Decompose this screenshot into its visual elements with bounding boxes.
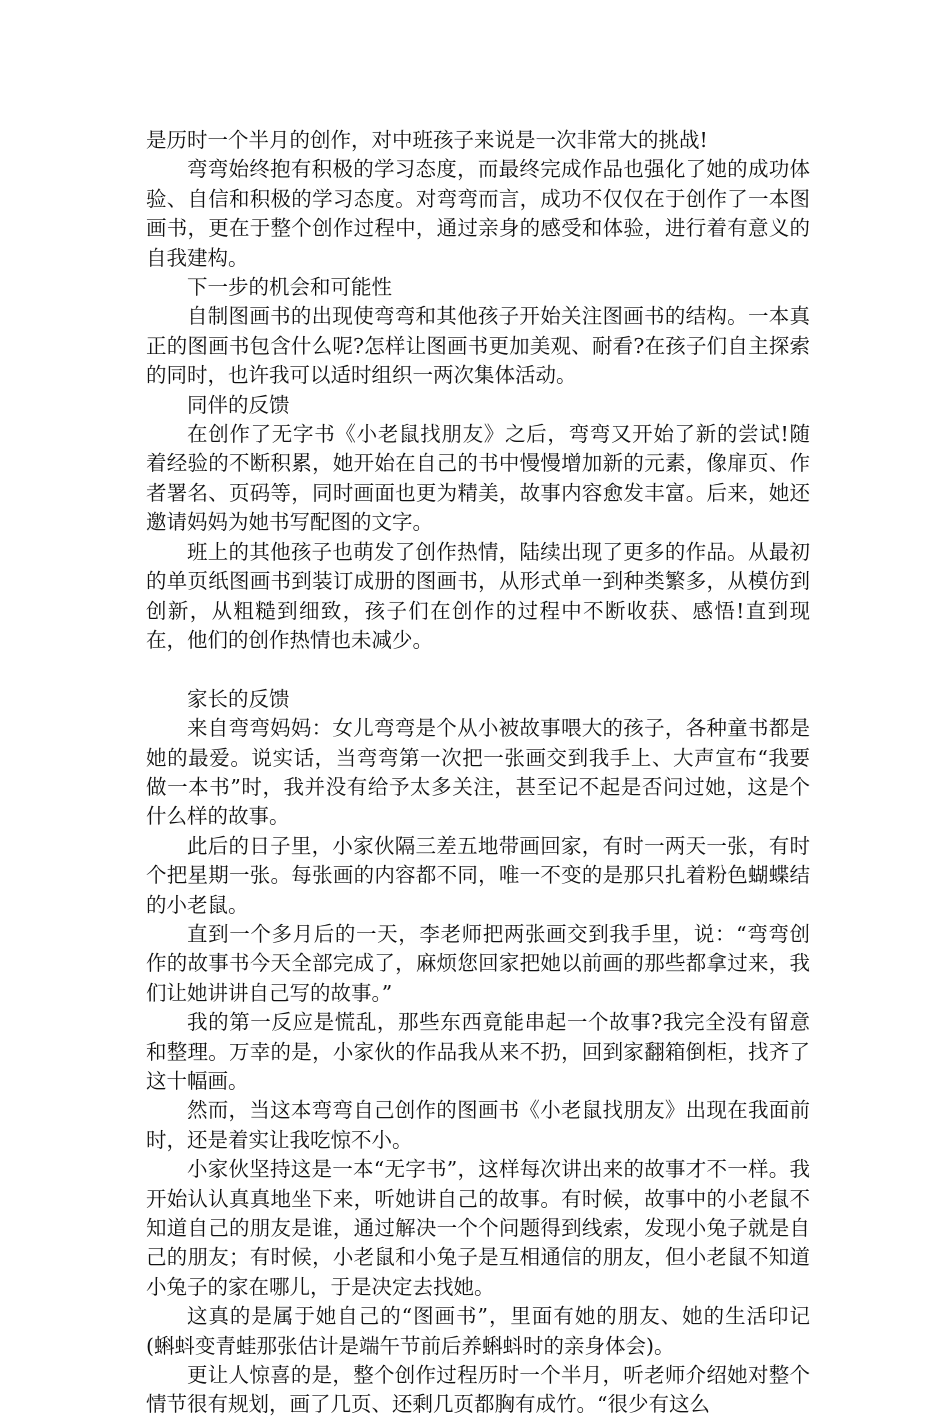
- section-heading: 家长的反馈: [187, 686, 290, 711]
- paragraph: 小家伙坚持这是一本“无字书”，这样每次讲出来的故事才不一样。我开始认认真真地坐下来，听她讲自己的故事。有时候，故事中的小老鼠不知道自己的朋友是谁，通过解决一个个问题得到线索，发现小兔子就是自己的朋友；有时候，小老鼠和小兔子是互相通信的朋友，但小老鼠不知道小兔子的家在哪儿，于是决定去找她。: [146, 1157, 810, 1299]
- blank-line: [146, 655, 810, 684]
- paragraph: 班上的其他孩子也萌发了创作热情，陆续出现了更多的作品。从最初的单页纸图画书到装订成册的图画书，从形式单一到种类繁多，从模仿到创新，从粗糙到细致，孩子们在创作的过程中不断收获、感悟!直到现在，他们的创作热情也未减少。: [146, 539, 810, 652]
- paragraph: 然而，当这本弯弯自己创作的图画书《小老鼠找朋友》出现在我面前时，还是着实让我吃惊不小。: [146, 1098, 810, 1152]
- paragraph: 在创作了无字书《小老鼠找朋友》之后，弯弯又开始了新的尝试!随着经验的不断积累，她开始在自己的书中慢慢增加新的元素，像扉页、作者署名、页码等，同时画面也更为精美，故事内容愈发丰富。后来，她还邀请妈妈为她书写配图的文字。: [146, 422, 810, 535]
- paragraph: 来自弯弯妈妈：女儿弯弯是个从小被故事喂大的孩子，各种童书都是她的最爱。说实话，当弯弯第一次把一张画交到我手上、大声宣布“我要做一本书”时，我并没有给予太多关注，甚至记不起是否问过她，这是个什么样的故事。: [146, 716, 810, 829]
- paragraph: 这真的是属于她自己的“图画书”，里面有她的朋友、她的生活印记(蝌蚪变青蛙那张估计是端午节前后养蝌蚪时的亲身体会)。: [146, 1304, 810, 1358]
- section-heading: 同伴的反馈: [187, 392, 290, 417]
- paragraph: 弯弯始终抱有积极的学习态度，而最终完成作品也强化了她的成功体验、自信和积极的学习态度。对弯弯而言，成功不仅仅在于创作了一本图画书，更在于整个创作过程中，通过亲身的感受和体验，进行着有意义的自我建构。: [146, 157, 810, 270]
- section-heading: 下一步的机会和可能性: [187, 275, 392, 300]
- document-body: [146, 126, 810, 1420]
- paragraph: 我的第一反应是慌乱，那些东西竟能串起一个故事?我完全没有留意和整理。万幸的是，小家伙的作品我从来不扔，回到家翻箱倒柜，找齐了这十幅画。: [146, 1010, 810, 1093]
- paragraph: 直到一个多月后的一天，李老师把两张画交到我手里，说：“弯弯创作的故事书今天全部完成了，麻烦您回家把她以前画的那些都拿过来，我们让她讲讲自己写的故事。”: [146, 921, 810, 1005]
- paragraph: 是历时一个半月的创作，对中班孩子来说是一次非常大的挑战!: [146, 128, 708, 152]
- paragraph: 自制图画书的出现使弯弯和其他孩子开始关注图画书的结构。一本真正的图画书包含什么呢?怎样让图画书更加美观、耐看?在孩子们自主探索的同时，也许我可以适时组织一两次集体活动。: [146, 304, 810, 388]
- paragraph: 更让人惊喜的是，整个创作过程历时一个半月，听老师介绍她对整个情节很有规划，画了几页、还剩几页都胸有成竹。“很少有这么: [146, 1363, 810, 1417]
- paragraph: 此后的日子里，小家伙隔三差五地带画回家，有时一两天一张，有时个把星期一张。每张画的内容都不同，唯一不变的是那只扎着粉色蝴蝶结的小老鼠。: [146, 833, 810, 917]
